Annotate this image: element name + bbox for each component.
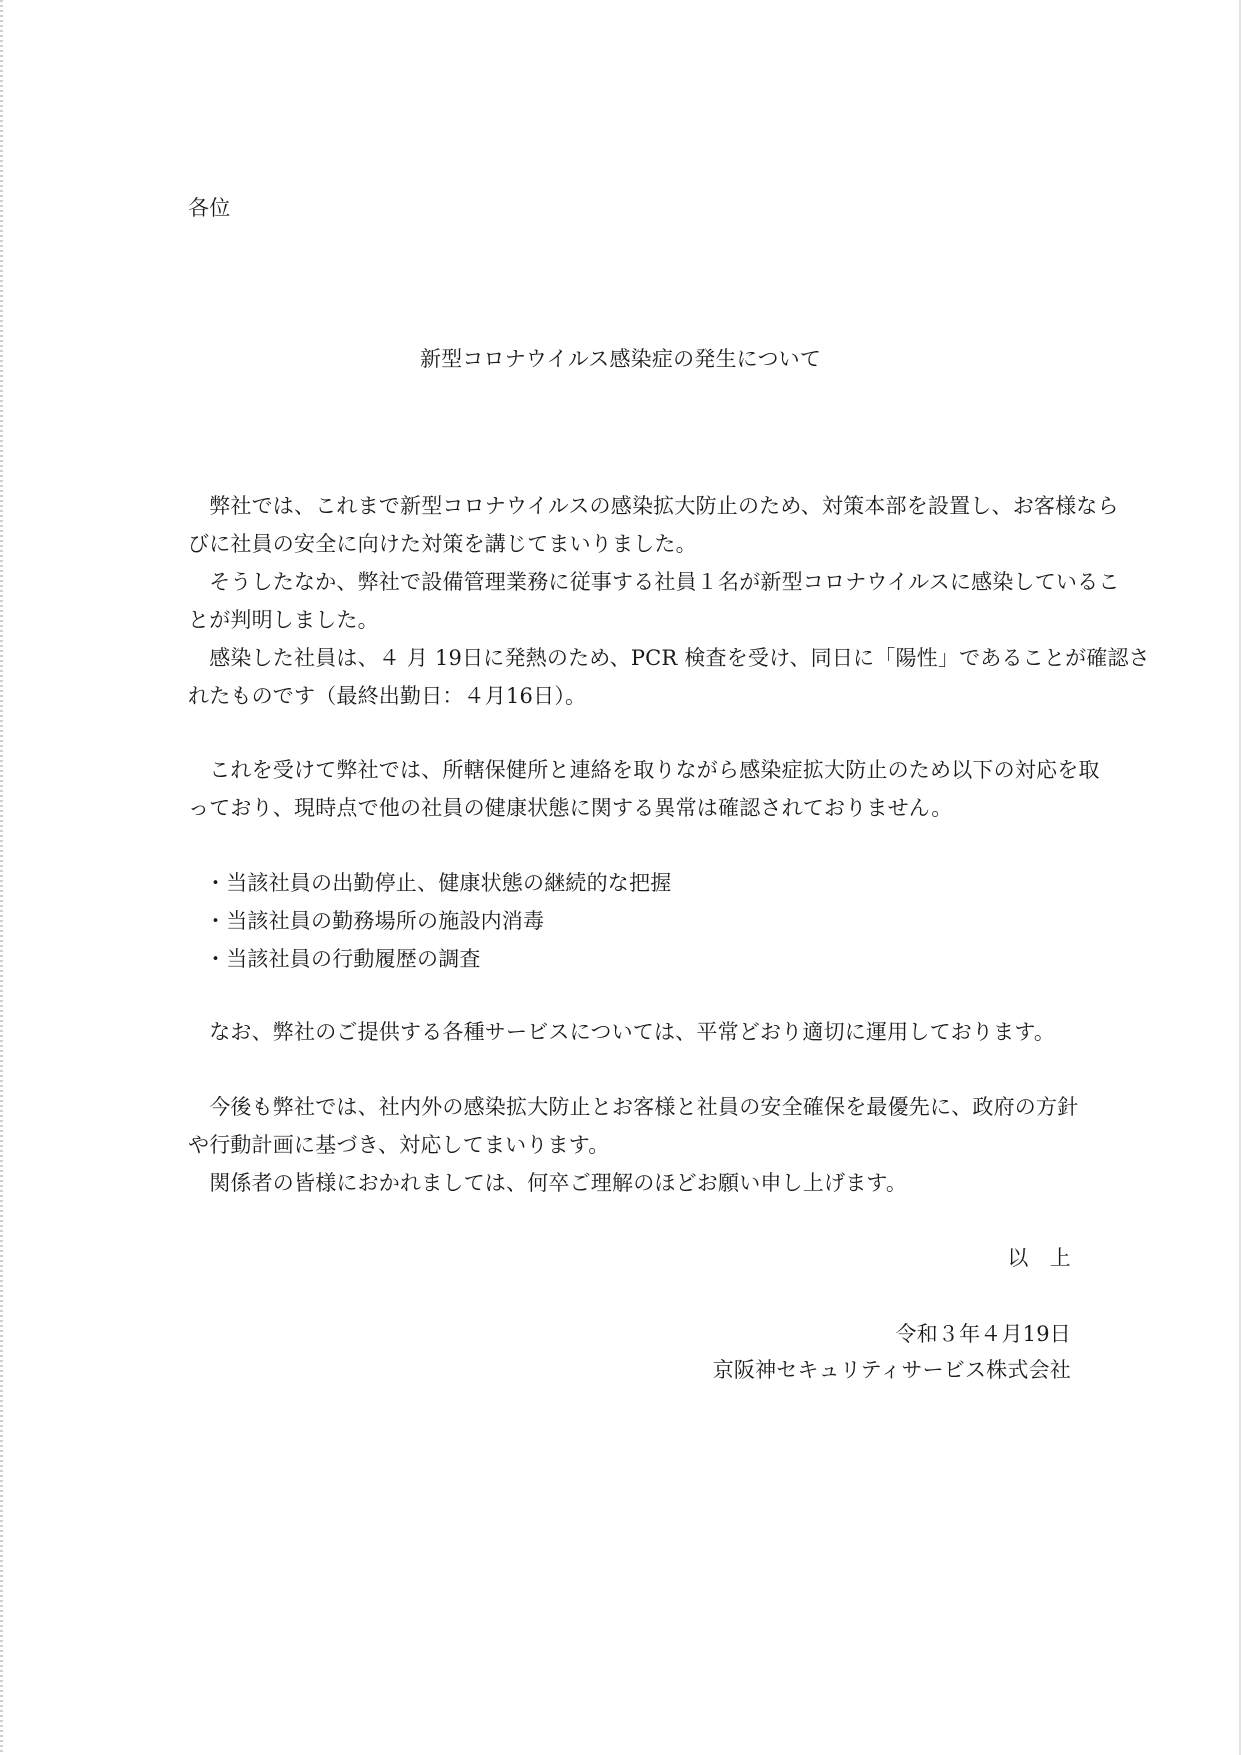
paragraph-1-line-6: れたものです（最終出勤日：４月16日）。 — [188, 684, 587, 708]
salutation: 各位 — [188, 196, 231, 220]
measure-list-item: ・当該社員の勤務場所の施設内消毒 — [205, 909, 545, 933]
measure-list-item: ・当該社員の出勤停止、健康状態の継続的な把握 — [205, 871, 672, 895]
paragraph-1-line-3: そうしたなか、弊社で設備管理業務に従事する社員１名が新型コロナウイルスに感染しているこ — [188, 570, 1120, 594]
measure-list-item: ・当該社員の行動履歴の調査 — [205, 947, 481, 971]
paragraph-3: なお、弊社のご提供する各種サービスについては、平常どおり適切に運用しております。 — [188, 1020, 1056, 1044]
paragraph-4-line-3: 関係者の皆様におかれましては、何卒ご理解のほどお願い申し上げます。 — [188, 1171, 908, 1195]
paragraph-2-line-1: これを受けて弊社では、所轄保健所と連絡を取りながら感染症拡大防止のため以下の対応を取 — [188, 758, 1100, 782]
paragraph-1-line-4: とが判明しました。 — [188, 608, 379, 632]
paragraph-2-line-2: っており、現時点で他の社員の健康状態に関する異常は確認されておりません。 — [188, 796, 953, 820]
paragraph-4-line-2: や行動計画に基づき、対応してまいります。 — [188, 1133, 610, 1157]
document-date: 令和３年４月19日 — [895, 1322, 1071, 1346]
company-name: 京阪神セキュリティサービス株式会社 — [712, 1358, 1071, 1382]
paragraph-4-line-1: 今後も弊社では、社内外の感染拡大防止とお客様と社員の安全確保を最優先に、政府の方針 — [188, 1095, 1079, 1119]
paragraph-1-line-5: 感染した社員は、４ 月 19日に発熱のため、PCR 検査を受け、同日に「陽性」であることが確認さ — [188, 646, 1150, 670]
closing-mark: 以 上 — [1007, 1246, 1071, 1270]
paragraph-1-line-1: 弊社では、これまで新型コロナウイルスの感染拡大防止のため、対策本部を設置し、お客様なら — [188, 494, 1119, 518]
document-title: 新型コロナウイルス感染症の発生について — [419, 347, 822, 371]
paragraph-1-line-2: びに社員の安全に向けた対策を講じてまいりました。 — [188, 532, 697, 556]
